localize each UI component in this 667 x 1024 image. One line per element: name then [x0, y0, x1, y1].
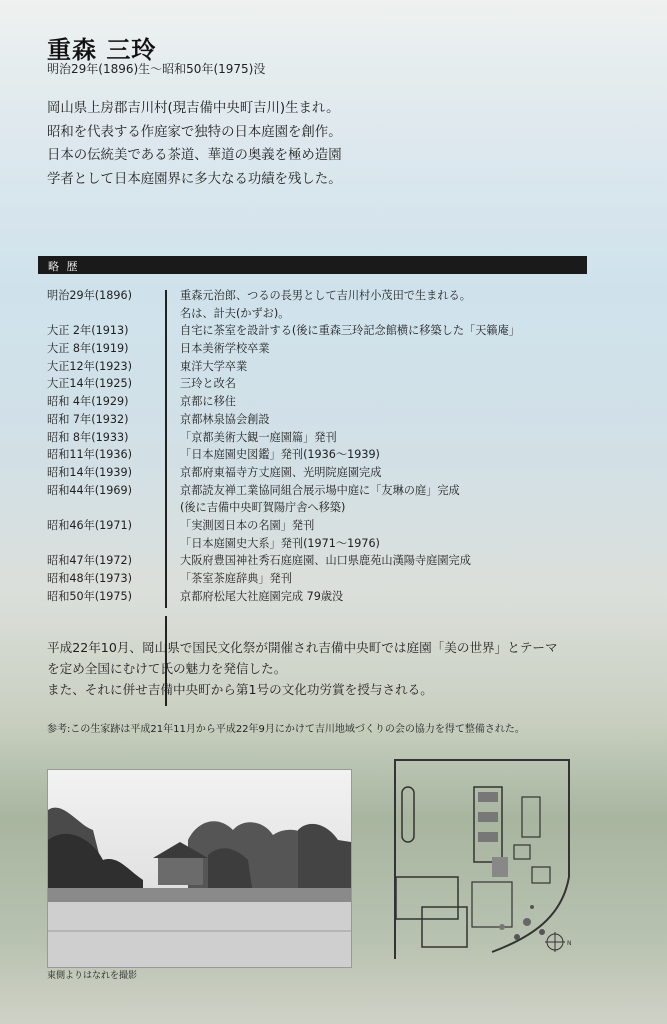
timeline-year: 昭和46年(1971): [47, 518, 132, 532]
timeline-row: [38, 303, 598, 321]
timeline-event: 名は、計夫(かずお)。: [180, 306, 290, 320]
life-dates: 明治29年(1896)生〜昭和50年(1975)没: [47, 62, 266, 76]
timeline-event: 京都府松尾大社庭園完成 79歳没: [180, 589, 344, 603]
timeline-event: 東洋大学卒業: [180, 359, 248, 373]
timeline-year: 昭和47年(1972): [47, 554, 132, 568]
timeline-event: 京都府東福寺方丈庭園、光明院庭園完成: [180, 465, 382, 479]
closing-line: を定め全国にむけて氏の魅力を発信した。: [47, 661, 287, 676]
timeline-row: [38, 409, 598, 427]
timeline-year: 昭和 8年(1933): [47, 430, 129, 444]
timeline-row: [38, 391, 598, 409]
timeline-event: 「京都美術大観一庭園篇」発刊: [180, 430, 337, 444]
compass-north-label: N: [567, 940, 572, 947]
timeline-event: 日本美術学校卒業: [180, 342, 270, 356]
timeline-row: [38, 356, 598, 374]
timeline-row: [38, 285, 598, 303]
intro-text: [47, 97, 647, 191]
timeline-event: 京都林泉協会創設: [180, 412, 270, 426]
timeline-event: 「茶室茶庭辞典」発刊: [180, 572, 292, 585]
timeline-row: [38, 568, 598, 586]
timeline-row: [38, 497, 598, 515]
timeline-event: 自宅に茶室を設計する(後に重森三玲記念館横に移築した「天籟庵」: [180, 324, 520, 338]
timeline-event: 「日本庭園史図鑑」発刊(1936〜1939): [180, 448, 380, 462]
timeline-event: 三玲と改名: [180, 377, 236, 391]
timeline-year: 大正12年(1923): [47, 359, 132, 373]
timeline-row: [38, 427, 598, 445]
intro-line: 岡山県上房郡吉川村(現吉備中央町吉川)生まれ。: [47, 101, 340, 116]
timeline-year: 昭和50年(1975): [47, 589, 132, 603]
timeline-row: [38, 480, 598, 498]
closing-text: [47, 637, 647, 700]
intro-line: 学者として日本庭園界に多大なる功績を残した。: [47, 171, 342, 187]
timeline-year: 大正14年(1925): [47, 377, 132, 391]
history-heading-bar: [38, 256, 587, 274]
timeline-row: [38, 338, 598, 356]
timeline-event: 京都読友禅工業協同組合展示場中庭に「友琳の庭」完成: [180, 483, 460, 497]
timeline-row: [38, 550, 598, 568]
intro-line: 日本の伝統美である茶道、華道の奥義を極め造園: [47, 148, 342, 163]
closing-line: また、それに併せ吉備中央町から第1号の文化功労賞を授与される。: [47, 682, 433, 697]
history-heading: 略 歴: [48, 260, 80, 273]
timeline-year: 昭和48年(1973): [47, 572, 132, 585]
house-photo: [47, 769, 352, 968]
timeline-event: 「日本庭園史大系」発刊(1971〜1976): [180, 536, 380, 550]
house-photo-image: [48, 770, 351, 967]
timeline-row: [38, 444, 598, 462]
intro-line: 昭和を代表する作庭家で独特の日本庭園を創作。: [47, 124, 342, 140]
timeline-row: [38, 515, 598, 533]
timeline-event: 大阪府豊国神社秀石庭庭園、山口県鹿苑山漢陽寺庭園完成: [180, 554, 471, 568]
timeline-row: [38, 586, 598, 604]
timeline-event: 京都に移住: [180, 395, 236, 409]
timeline-year: 大正 2年(1913): [47, 324, 129, 338]
timeline-year: 昭和44年(1969): [47, 483, 132, 497]
timeline-row: [38, 533, 598, 551]
timeline-row: [38, 373, 598, 391]
timeline-event: 「実測図日本の名園」発刊: [180, 518, 315, 532]
timeline-year: 明治29年(1896): [47, 289, 132, 302]
timeline-year: 昭和 7年(1932): [47, 412, 129, 426]
timeline: [38, 285, 598, 603]
timeline-row: [38, 320, 598, 338]
site-plan-image: [382, 757, 582, 967]
reference-note: 参考:この生家跡は平成21年11月から平成22年9月にかけて吉川地域づくりの会の協力を得て整備された。: [47, 724, 525, 735]
photo-caption: 東側よりはなれを撮影: [47, 971, 138, 981]
person-name: 重森 三玲: [47, 36, 157, 64]
timeline-year: 昭和 4年(1929): [47, 395, 129, 409]
timeline-year: 大正 8年(1919): [47, 342, 129, 356]
timeline-year: 昭和11年(1936): [47, 448, 132, 462]
site-plan: [382, 757, 582, 967]
timeline-row: [38, 462, 598, 480]
closing-line: 平成22年10月、岡山県で国民文化祭が開催され吉備中央町では庭園「美の世界」とテーマ: [47, 640, 558, 655]
timeline-event: 重森元治郎、つるの長男として吉川村小茂田で生まれる。: [180, 289, 471, 302]
timeline-year: 昭和14年(1939): [47, 465, 132, 479]
timeline-event: (後に吉備中央町賀陽庁舎へ移築): [180, 501, 346, 515]
